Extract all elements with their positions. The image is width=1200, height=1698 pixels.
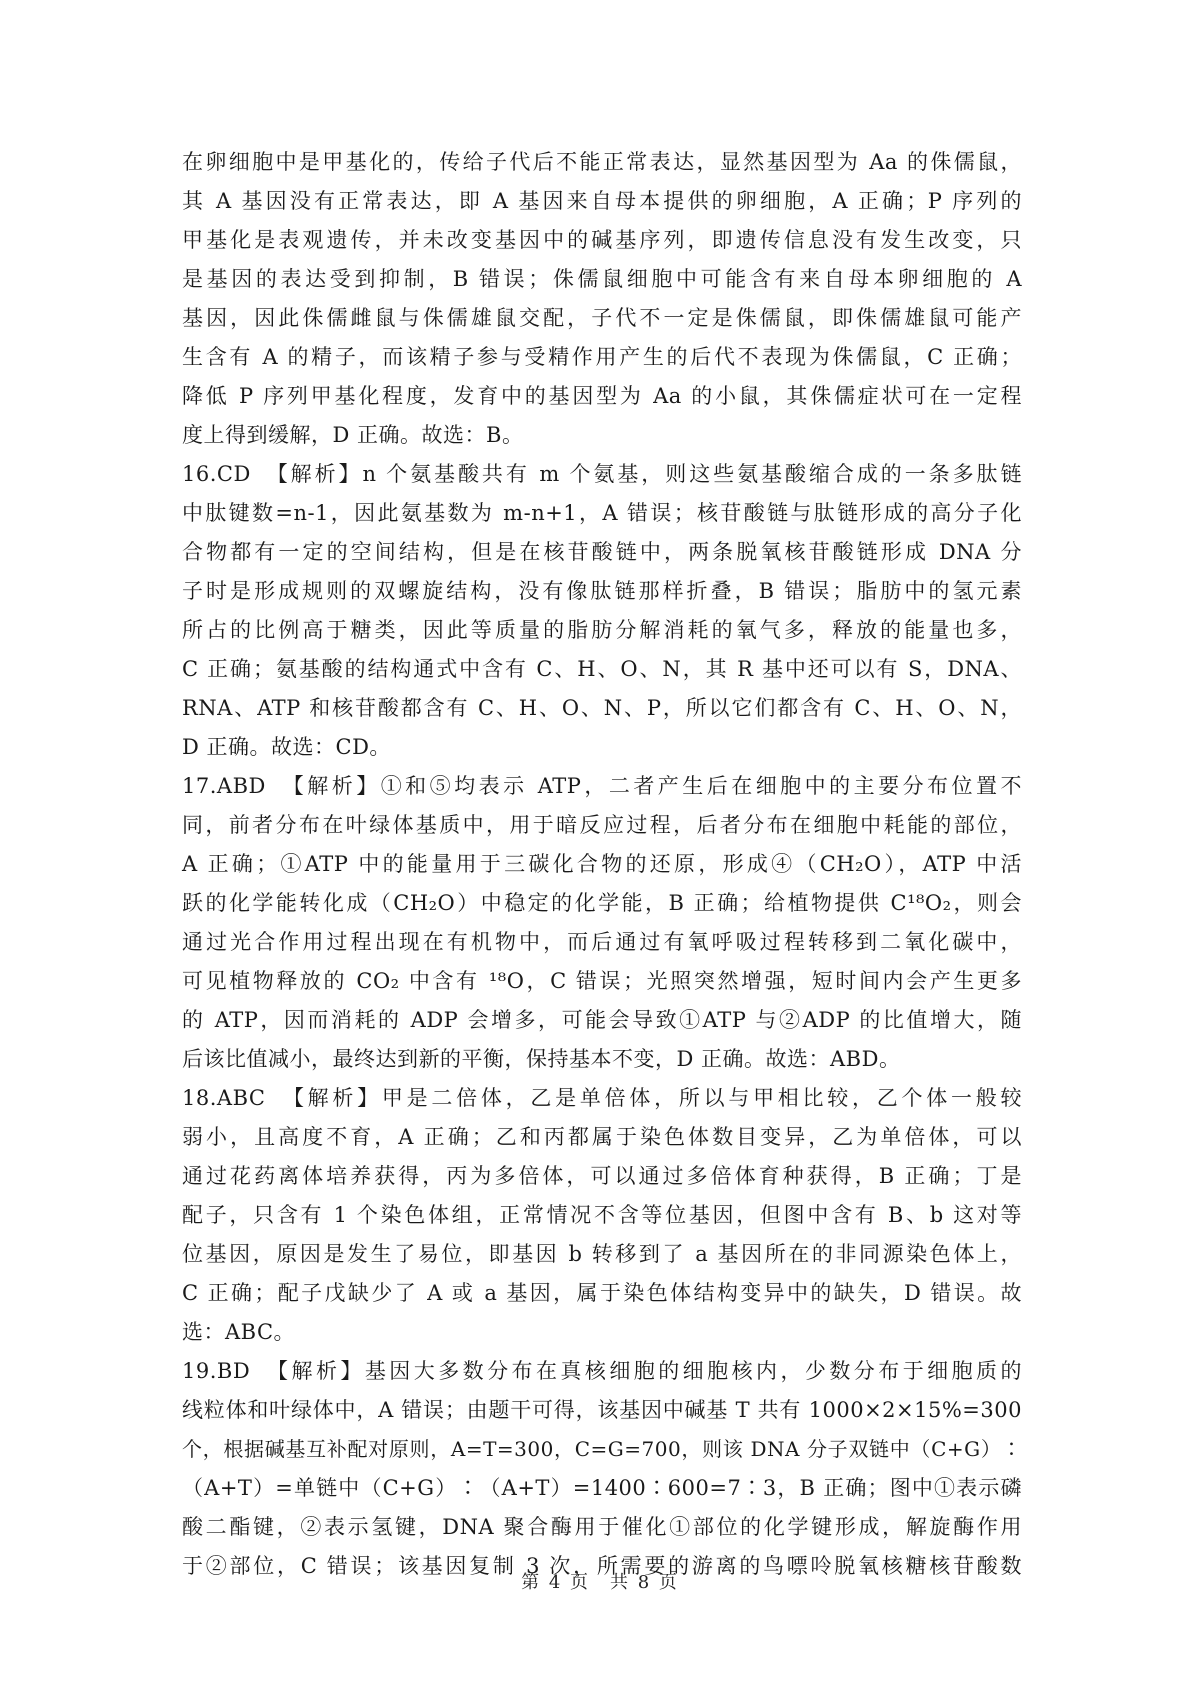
text-line: 可见植物释放的 CO₂ 中含有 ¹⁸O，C 错误；光照突然增强，短时间内会产生更多	[182, 969, 1022, 993]
paragraph-q16	[182, 455, 1022, 767]
text-line: 所占的比例高于糖类，因此等质量的脂肪分解消耗的氧气多，释放的能量也多，	[182, 618, 1022, 642]
paragraph-q18	[182, 1079, 1022, 1352]
text-line: 基因，因此侏儒雌鼠与侏儒雄鼠交配，子代不一定是侏儒鼠，即侏儒雄鼠可能产	[182, 306, 1022, 330]
text-line: 选：ABC。	[182, 1320, 296, 1344]
text-line: 酸二酯键，②表示氢键，DNA 聚合酶用于催化①部位的化学键形成，解旋酶作用	[182, 1515, 1022, 1539]
text-line: 个，根据碱基互补配对原则，A=T=300，C=G=700，则该 DNA 分子双链中（C+G）∶	[182, 1437, 1022, 1461]
text-line: 同，前者分布在叶绿体基质中，用于暗反应过程，后者分布在细胞中耗能的部位，	[182, 813, 1022, 837]
text-line: 跃的化学能转化成（CH₂O）中稳定的化学能，B 正确；给植物提供 C¹⁸O₂，则会	[182, 891, 1022, 915]
text-line: A 正确；①ATP 中的能量用于三碳化合物的还原，形成④（CH₂O），ATP 中活	[182, 852, 1022, 876]
text-line: 降低 P 序列甲基化程度，发育中的基因型为 Aa 的小鼠，其侏儒症状可在一定程	[182, 384, 1022, 408]
text-line: 中肽键数=n-1，因此氨基数为 m-n+1，A 错误；核苷酸链与肽链形成的高分子化	[182, 501, 1022, 525]
answer-analysis-body	[182, 143, 1022, 1586]
text-line: 的 ATP，因而消耗的 ADP 会增多，可能会导致①ATP 与②ADP 的比值增大，随	[182, 1008, 1022, 1032]
text-line: 度上得到缓解，D 正确。故选：B。	[182, 423, 524, 447]
text-line: 16.CD 【解析】n 个氨基酸共有 m 个氨基，则这些氨基酸缩合成的一条多肽链	[182, 462, 1022, 486]
text-line: 19.BD 【解析】基因大多数分布在真核细胞的细胞核内，少数分布于细胞质的	[182, 1359, 1022, 1383]
text-line: 在卵细胞中是甲基化的，传给子代后不能正常表达，显然基因型为 Aa 的侏儒鼠，	[182, 150, 1022, 174]
text-line: 是基因的表达受到抑制，B 错误；侏儒鼠细胞中可能含有来自母本卵细胞的 A	[182, 267, 1022, 291]
text-line: RNA、ATP 和核苷酸都含有 C、H、O、N、P，所以它们都含有 C、H、O、N，	[182, 696, 1022, 720]
text-line: C 正确；配子戊缺少了 A 或 a 基因，属于染色体结构变异中的缺失，D 错误。故	[182, 1281, 1022, 1305]
text-line: 其 A 基因没有正常表达，即 A 基因来自母本提供的卵细胞，A 正确；P 序列的	[182, 189, 1022, 213]
page-number-footer: 第 4 页 共 8 页	[521, 1572, 679, 1593]
text-line: 子时是形成规则的双螺旋结构，没有像肽链那样折叠，B 错误；脂肪中的氢元素	[182, 579, 1022, 603]
text-line: C 正确；氨基酸的结构通式中含有 C、H、O、N，其 R 基中还可以有 S，DNA、	[182, 657, 1022, 681]
text-line: 线粒体和叶绿体中，A 错误；由题干可得，该基因中碱基 T 共有 1000×2×15%=300	[182, 1398, 1022, 1422]
text-line: （A+T）=单链中（C+G）∶（A+T）=1400∶600=7∶3，B 正确；图中①表示磷	[182, 1476, 1022, 1500]
text-line: 弱小，且高度不育，A 正确；乙和丙都属于染色体数目变异，乙为单倍体，可以	[182, 1125, 1022, 1149]
paragraph-q19	[182, 1352, 1022, 1586]
text-line: 通过光合作用过程出现在有机物中，而后通过有氧呼吸过程转移到二氧化碳中，	[182, 930, 1022, 954]
text-line: 位基因，原因是发生了易位，即基因 b 转移到了 a 基因所在的非同源染色体上，	[182, 1242, 1022, 1266]
text-line: 配子，只含有 1 个染色体组，正常情况不含等位基因，但图中含有 B、b 这对等	[182, 1203, 1022, 1227]
text-line: 通过花药离体培养获得，丙为多倍体，可以通过多倍体育种获得，B 正确；丁是	[182, 1164, 1022, 1188]
paragraph-q15-continued	[182, 143, 1022, 455]
text-line: 于②部位，C 错误；该基因复制 3 次，所需要的游离的鸟嘌呤脱氧核糖核苷酸数	[182, 1554, 1022, 1578]
paragraph-q17	[182, 767, 1022, 1079]
text-line: 生含有 A 的精子，而该精子参与受精作用产生的后代不表现为侏儒鼠，C 正确；	[182, 345, 1022, 369]
text-line: 甲基化是表观遗传，并未改变基因中的碱基序列，即遗传信息没有发生改变，只	[182, 228, 1022, 252]
text-line: D 正确。故选：CD。	[182, 735, 391, 759]
text-line: 后该比值减小，最终达到新的平衡，保持基本不变，D 正确。故选：ABD。	[182, 1047, 901, 1071]
text-line: 17.ABD 【解析】①和⑤均表示 ATP，二者产生后在细胞中的主要分布位置不	[182, 774, 1022, 798]
text-line: 18.ABC 【解析】甲是二倍体，乙是单倍体，所以与甲相比较，乙个体一般较	[182, 1086, 1022, 1110]
text-line: 合物都有一定的空间结构，但是在核苷酸链中，两条脱氧核苷酸链形成 DNA 分	[182, 540, 1022, 564]
